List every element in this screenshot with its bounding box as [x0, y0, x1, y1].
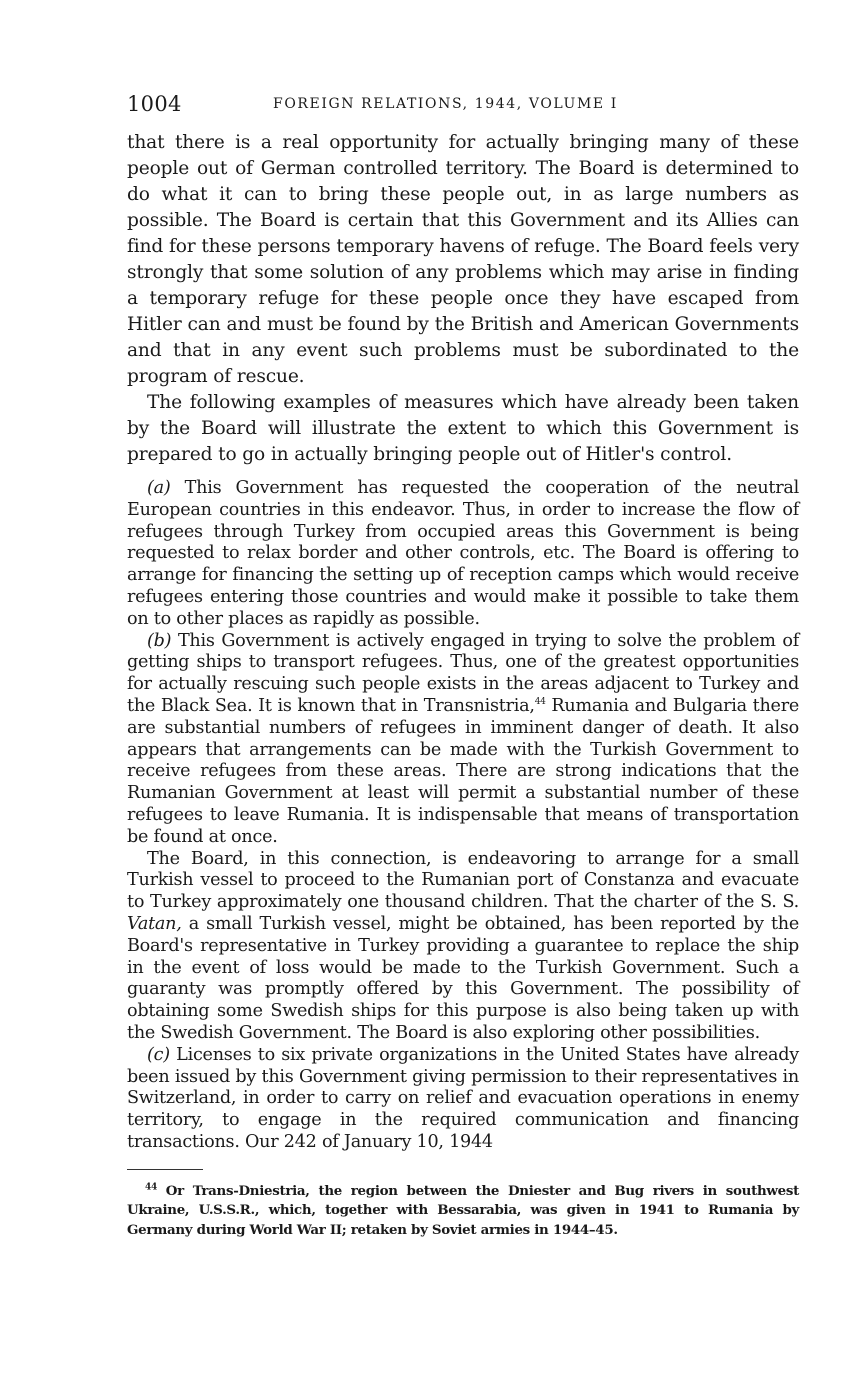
footnote-reference[interactable]: 44	[534, 697, 546, 708]
board-text-1: The Board, in this connection, is endeavoring to arrange for a small Turkish vessel to proceed to the Rumanian port of Constanza and evacuate to Turkey approximately one thousand children. That the charter of the S. S.	[127, 848, 799, 913]
footnote-text: Or Trans-Dniestria, the region between the Dniester and Bug rivers in southwest Ukraine, U.S.S.R., which, together with Bessarabia, was given in 1941 to Rumania by Germany during World War II; retaken by Soviet armies in 1944–45.	[127, 1182, 799, 1238]
body-text	[127, 130, 799, 468]
measure-b	[127, 631, 799, 849]
running-title: FOREIGN RELATIONS, 1944, VOLUME I	[273, 96, 618, 112]
paragraph-examples-intro: The following examples of measures which have already been taken by the Board will illustrate the extent to which this Government is prepared to go in actually bringing people out of Hitler's control.	[127, 392, 799, 465]
board-vessel-paragraph	[127, 849, 799, 1045]
footnote-divider	[127, 1169, 203, 1170]
footnote	[127, 1182, 799, 1241]
running-head	[127, 92, 799, 120]
measure-c	[127, 1045, 799, 1154]
measure-a-text: This Government has requested the cooperation of the neutral European countries in this endeavor. Thus, in order to increase the flow of refugees through Turkey from occupied areas this Government is being requested to relax border and other controls, etc. The Board is offering to arrange for financing the setting up of reception camps which would receive refugees entering those countries and would make it possible to take them on to other places as rapidly as possible.	[127, 478, 799, 629]
measure-a	[127, 478, 799, 631]
measure-a-label: (a)	[147, 478, 171, 498]
measure-b-text-2: Rumania and Bulgaria there are substantial numbers of refugees in imminent danger of death. It also appears that arrangements can be made with the Turkish Government to receive refugees from these areas. There are strong indications that the Rumanian Government at least will permit a substantial number of these refugees to leave Rumania. It is indispensable that means of transportation be found at once.	[127, 695, 800, 847]
measures-list	[127, 478, 799, 1154]
measure-c-text: Licenses to six private organizations in the United States have already been issued by this Government giving permission to their representatives in Switzerland, in order to carry on relief and evacuation operations in enemy territory, to engage in the required communication and financing transactions. Our 242 of January 10, 1944	[127, 1044, 799, 1152]
board-text-2: a small Turkish vessel, might be obtained, has been reported by the Board's representative in Turkey providing a guarantee to replace the ship in the event of loss would be made to the Turkish Government. Such a guaranty was promptly offered by this Government. The possibility of obtaining some Swedish ships for this purpose is also being taken up with the Swedish Government. The Board is also exploring other possibilities.	[127, 913, 800, 1043]
measure-b-text-1: This Government is actively engaged in trying to solve the problem of getting ships to transport refugees. Thus, one of the greatest opportunities for actually rescuing such people exists in the areas adjacent to Turkey and the Black Sea. It is known that in Transnistria,	[127, 630, 799, 716]
ship-name: Vatan,	[127, 913, 182, 934]
footnote-marker: 44	[145, 1182, 157, 1193]
page-number: 1004	[127, 92, 182, 116]
document-page	[127, 92, 799, 1240]
measure-b-label: (b)	[147, 630, 172, 651]
paragraph-continuation: that there is a real opportunity for actually bringing many of these people out of German controlled territory. The Board is determined to do what it can to bring these people out, in as large numbers as possible. The Board is certain that this Government and its Allies can find for these persons temporary havens of refuge. The Board feels very strongly that some solution of any problems which may arise in finding a temporary refuge for these people once they have escaped from Hitler can and must be found by the British and American Governments and that in any event such problems must be subordinated to the program of rescue.	[127, 132, 799, 387]
measure-c-label: (c)	[147, 1044, 170, 1065]
